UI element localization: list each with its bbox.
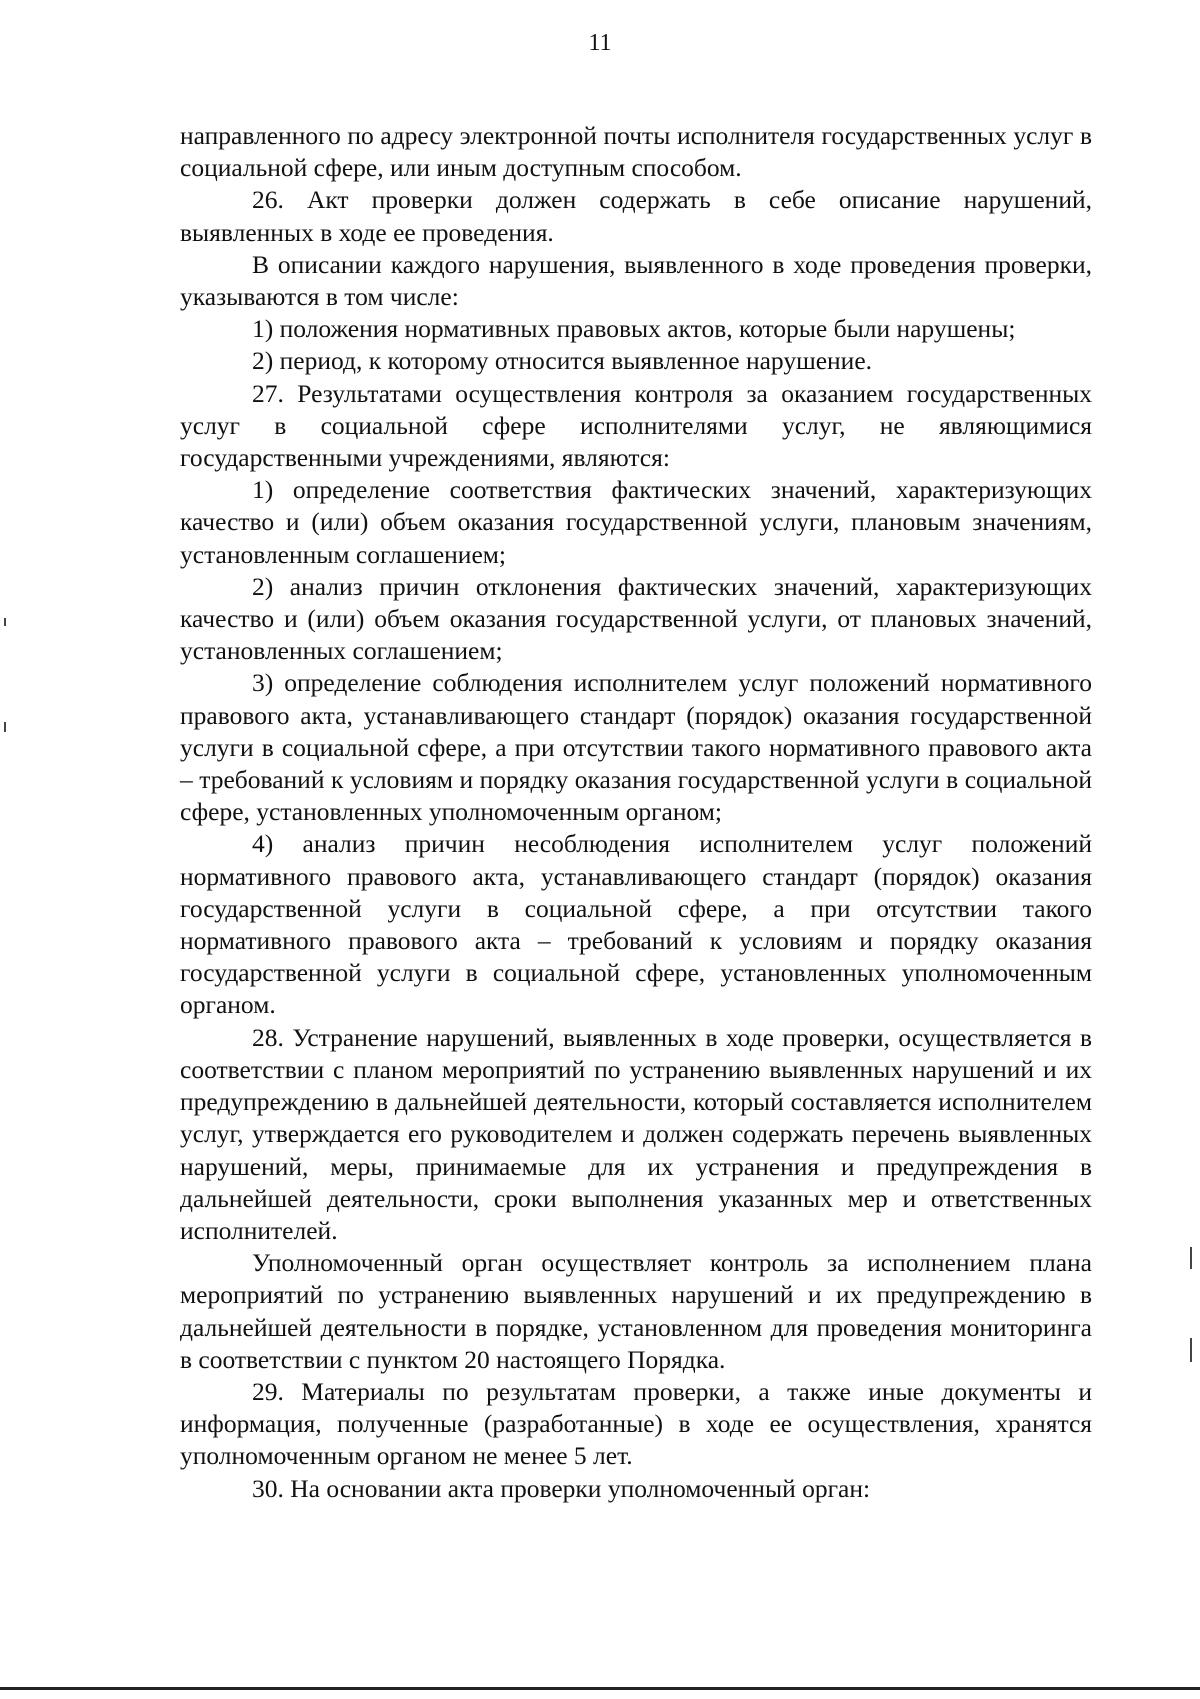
page-bottom-edge xyxy=(0,1687,1200,1690)
list-item-3: 3) определение соблюдения исполнителем услуг положений нормативного правового акта, устанавливающего стандарт (порядок) оказания государственной услуги в социальной сфере, а при отсутствии такого нормативного правового акта – требований к условиям и порядку оказания государственной услуги в социальной сфере, установленных уполномоченным органом; xyxy=(180,668,1092,827)
page-number: 11 xyxy=(588,30,612,56)
paragraph-item-29: 29. Материалы по результатам проверки, а также иные документы и информация, полученные (разработанные) в ходе ее осуществления, хранятся уполномоченным органом не менее 5 лет. xyxy=(180,1376,1092,1471)
scan-artifact xyxy=(1190,1338,1192,1362)
paragraph-item-27: 27. Результатами осуществления контроля за оказанием государственных услуг в социальной сфере исполнителями услуг, не являющимися государственными учреждениями, являются: xyxy=(180,378,1092,473)
list-item-1: 1) положения нормативных правовых актов, которые были нарушены; xyxy=(252,314,1016,344)
list-item-4: 4) анализ причин несоблюдения исполнителем услуг положений нормативного правового акта, устанавливающего стандарт (порядок) оказания государственной услуги в социальной сфере, а при отсутствии такого нормативного правового акта – требований к условиям и порядку оказания государственной услуги в социальной сфере, установленных уполномоченным органом. xyxy=(180,829,1092,1020)
list-item-1: 1) определение соответствия фактических значений, характеризующих качество и (или) объем оказания государственной услуги, плановым значениям, установленным соглашением; xyxy=(180,475,1092,569)
paragraph-item-28: 28. Устранение нарушений, выявленных в ходе проверки, осуществляется в соответствии с планом мероприятий по устранению выявленных нарушений и их предупреждению в дальнейшей деятельности, который составляется исполнителем услуг, утверждается его руководителем и должен содержать перечень выявленных нарушений, меры, принимаемые для их устранения и предупреждения в дальнейшей деятельности, сроки выполнения указанных мер и ответственных исполнителей. xyxy=(180,1022,1092,1245)
scan-artifact xyxy=(1190,1247,1192,1269)
paragraph-continuation: направленного по адресу электронной почты исполнителя государственных услуг в социальной сфере, или иным доступным способом. xyxy=(180,121,1092,183)
paragraph-item-26: 26. Акт проверки должен содержать в себе описание нарушений, выявленных в ходе ее проведения. xyxy=(180,185,1092,247)
list-item-2: 2) период, к которому относится выявленное нарушение. xyxy=(252,346,873,376)
scan-artifact xyxy=(4,618,6,626)
list-item-2: 2) анализ причин отклонения фактических значений, характеризующих качество и (или) объем оказания государственной услуги, от плановых значений, установленных соглашением; xyxy=(180,571,1092,666)
paragraph-violation-description: В описании каждого нарушения, выявленного в ходе проведения проверки, указываются в том числе: xyxy=(180,249,1092,312)
document-body xyxy=(180,120,1092,1505)
scan-artifact xyxy=(4,722,6,732)
paragraph-item-30: 30. На основании акта проверки уполномоченный орган: xyxy=(252,1473,871,1503)
paragraph-plan-control: Уполномоченный орган осуществляет контроль за исполнением плана мероприятий по устранению выявленных нарушений и их предупреждению в дальнейшей деятельности в порядке, установленном для проведения мониторинга в соответствии с пунктом 20 настоящего Порядка. xyxy=(180,1248,1092,1374)
